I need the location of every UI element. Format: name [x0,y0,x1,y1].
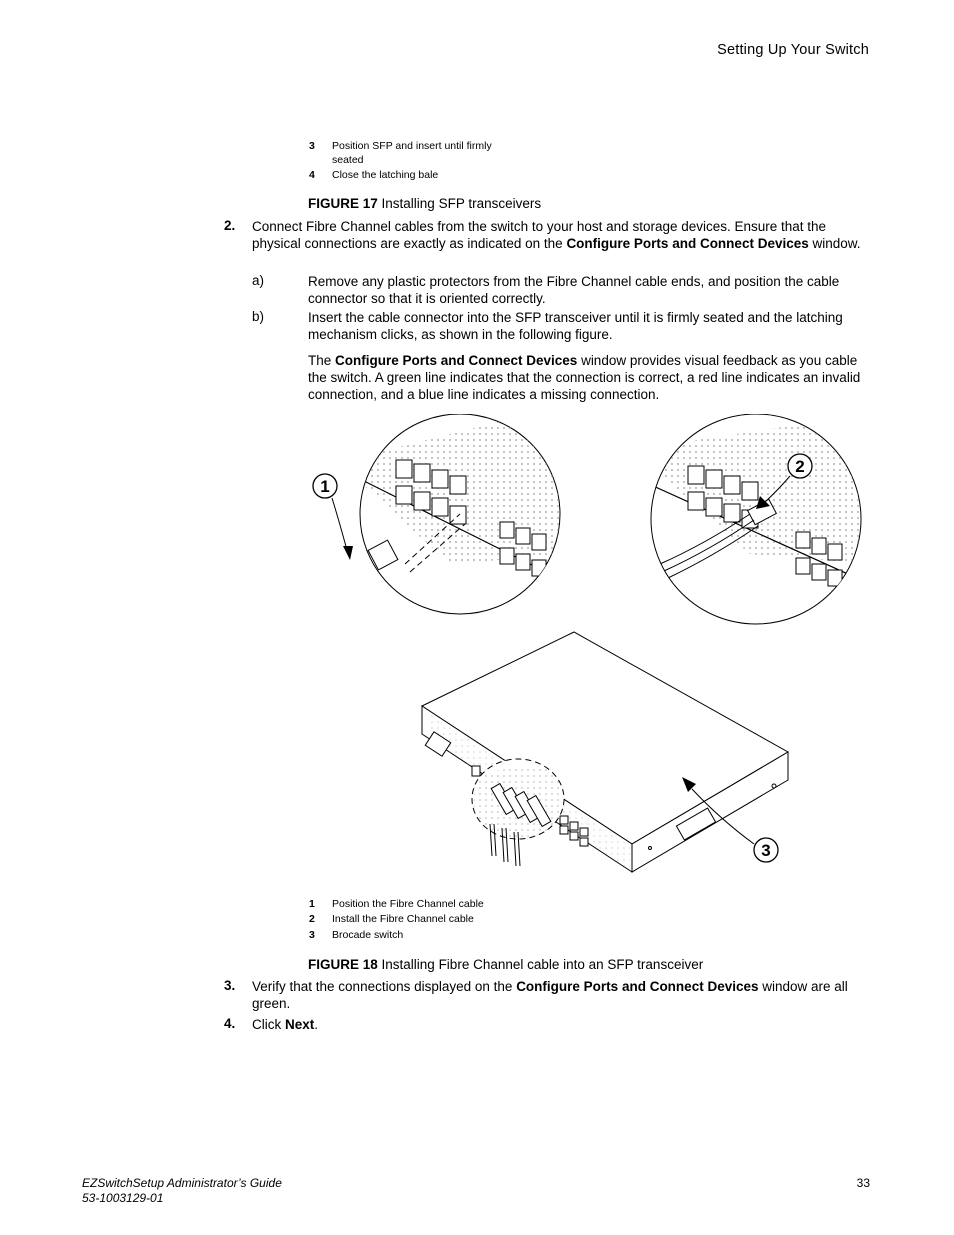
legend-number: 2 [309,913,315,925]
step2-text [252,218,872,252]
text-run: Connect Fibre Channel cables from the switch to your host and storage devices. Ensure that the physical connections are exactly as indicated on the [252,219,827,251]
substep-letter: b) [252,309,265,324]
figure17-caption [308,196,541,211]
footer-doc-info [82,1176,282,1206]
legend-number: 3 [309,140,315,152]
figure18-caption [308,957,703,972]
button-name: Next [285,1017,315,1032]
step-number: 4. [224,1016,236,1031]
legend-text: Position SFP and insert until firmly seated [332,140,492,166]
magnified-view-left [320,414,570,614]
text-run: window are all green. [252,979,848,1011]
callout-1-label: 1 [320,477,330,496]
figure18-illustration [310,414,872,874]
caption-text: Installing Fibre Channel cable into an SFP transceiver [377,957,704,972]
callout-3-label: 3 [761,841,771,860]
window-name: Configure Ports and Connect Devices [335,353,578,368]
caption-label: FIGURE 18 [308,957,378,972]
sfp-cable-install-drawing [310,414,872,874]
legend-text: Close the latching bale [332,169,439,181]
text-run: Click [252,1017,285,1032]
caption-label: FIGURE 17 [308,196,378,211]
text-run: Verify that the connections displayed on the [252,979,517,994]
caption-text: Installing SFP transceivers [377,196,542,211]
step3-text [252,978,872,1012]
magnified-view-right [640,414,870,624]
legend-number: 4 [309,169,315,181]
window-name: Configure Ports and Connect Devices [566,236,809,251]
legend-number: 1 [309,898,315,910]
footer-doc-number: 53-1003129-01 [82,1191,164,1205]
legend-number: 3 [309,929,315,941]
feedback-paragraph [308,352,868,403]
legend-text: Brocade switch [332,929,404,941]
callout-1 [313,474,353,560]
running-header: Setting Up Your Switch [717,42,869,58]
legend-text: Position the Fibre Channel cable [332,898,484,910]
page-number: 33 [856,1176,870,1190]
substep-a-text: Remove any plastic protectors from the Fibre Channel cable ends, and position the cable connector so that it is oriented correctly. [308,274,840,306]
substep-b-text: Insert the cable connector into the SFP transceiver until it is firmly seated and the latching mechanism clicks, as shown in the following figure. [308,310,843,342]
text-run: window. [808,236,861,251]
legend-text: Install the Fibre Channel cable [332,913,474,925]
callout-2-label: 2 [795,457,805,476]
footer-doc-title: EZSwitchSetup Administrator’s Guide [82,1176,282,1190]
substep-letter: a) [252,273,265,288]
step-number: 2. [224,218,236,233]
text-run: window provides visual feedback as you cable the switch. A green line indicates that the connection is correct, a red line indicates an invalid connection, and a blue line indicates a missing connection. [308,353,861,402]
step4-text [252,1016,872,1033]
step-number: 3. [224,978,236,993]
text-run: . [314,1017,319,1032]
text-run: The [308,353,336,368]
window-name: Configure Ports and Connect Devices [516,979,759,994]
brocade-switch-drawing [422,632,788,872]
detail-callout-circle [472,759,570,866]
